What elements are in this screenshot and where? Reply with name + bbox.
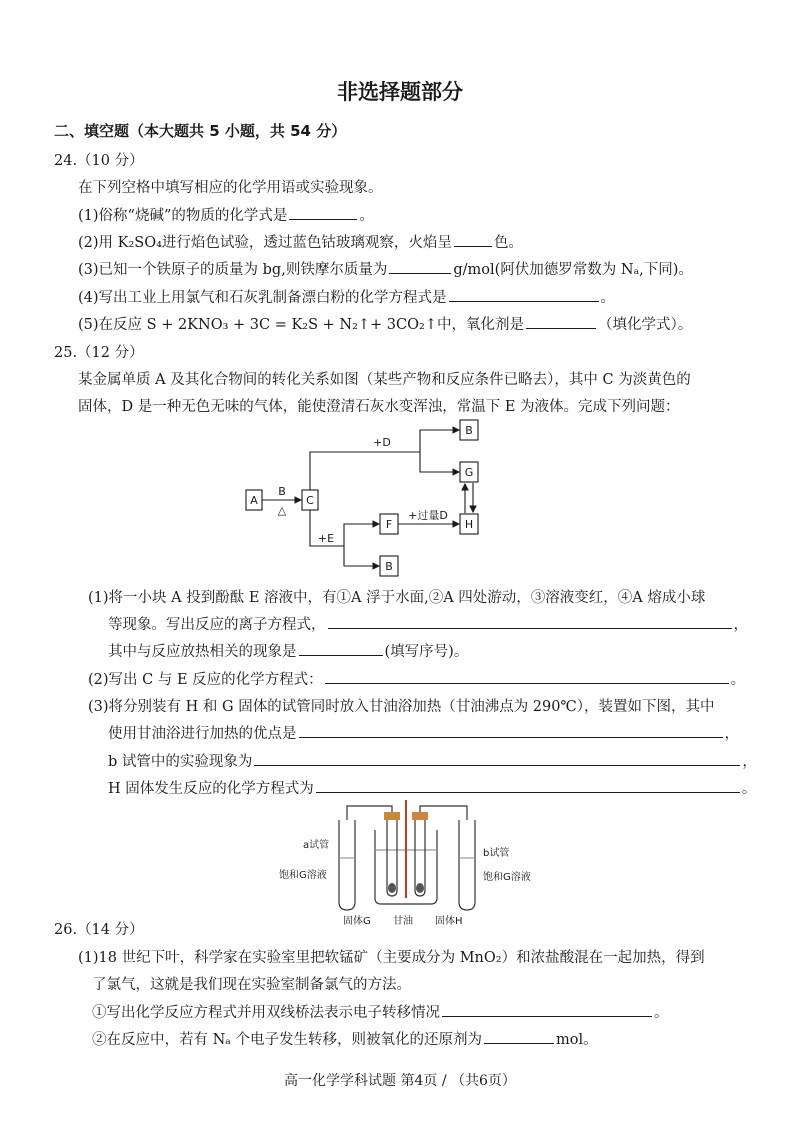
q24-part1 xyxy=(78,204,374,225)
answer-blank[interactable] xyxy=(316,778,740,793)
q25-sub3-line3-end: ， xyxy=(742,754,757,770)
label-glycerol: 甘油 xyxy=(393,916,413,926)
q26-part1-line2: 了氯气，这就是我们现在实验室制备氯气的方法。 xyxy=(92,977,411,993)
label-b-top: B xyxy=(465,424,473,437)
q24-part2-end: 色。 xyxy=(493,235,523,251)
q24-part3 xyxy=(78,258,693,279)
branch-plus-d xyxy=(310,452,420,490)
answer-blank[interactable] xyxy=(389,259,451,274)
q25-sub3-line4-end: 。 xyxy=(741,781,757,797)
apparatus-figure xyxy=(275,798,545,926)
label-g: G xyxy=(464,466,474,479)
answer-blank[interactable] xyxy=(289,205,357,220)
arrow-to-g xyxy=(420,452,459,472)
label-excess-d: +过量D xyxy=(408,509,448,522)
q25-sub2-text: (2)写出 C 与 E 反应的化学方程式： xyxy=(88,672,323,688)
label-a-tube: a试管 xyxy=(303,840,330,851)
stopper-right xyxy=(412,812,428,820)
arrow-to-b-top xyxy=(420,430,459,452)
q25-sub3-line1: (3)将分别装有 H 和 G 固体的试管同时放入甘油浴加热（甘油沸点为 290℃），装置如下图，其中 xyxy=(88,699,715,715)
label-plus-e: +E xyxy=(317,532,335,545)
q25-intro-line2: 固体，D 是一种无色无味的气体，能使澄清石灰水变浑浊，常温下 E 为液体。完成下列问题： xyxy=(78,399,680,415)
conversion-diagram xyxy=(240,418,500,582)
answer-blank[interactable] xyxy=(449,287,599,302)
solid-h xyxy=(416,883,424,893)
q25-sub1-line3-end: (填写序号)。 xyxy=(384,644,469,660)
q25-intro-line1: 某金属单质 A 及其化合物间的转化关系如图（某些产物和反应条件已略去），其中 C 为淡黄色的 xyxy=(78,372,691,388)
q25-sub1-line3-text: 其中与反应放热相关的现象是 xyxy=(108,644,297,660)
answer-blank[interactable] xyxy=(442,1002,652,1017)
b-test-tube xyxy=(459,820,475,910)
answer-blank[interactable] xyxy=(484,1029,554,1044)
q25-sub3-line2-text: 使用甘油浴进行加热的优点是 xyxy=(108,726,297,742)
q26-part1-line1: (1)18 世纪下叶，科学家在实验室里把软锰矿（主要成分为 MnO₂）和浓盐酸混在一起加热，得到 xyxy=(78,950,705,966)
label-plus-d: +D xyxy=(373,436,391,449)
q25-sub1-line2-end: ， xyxy=(733,617,748,633)
answer-blank[interactable] xyxy=(325,669,729,684)
q25-sub3-line3-text: b 试管中的实验现象为 xyxy=(108,754,253,770)
q25-sub1-line2-text: 等现象。写出反应的离子方程式， xyxy=(108,617,326,633)
q24-intro: 在下列空格中填写相应的化学用语或实验现象。 xyxy=(78,180,383,196)
page-title: 非选择题部分 xyxy=(337,80,463,104)
q25-sub3-line3 xyxy=(108,750,757,771)
answer-blank[interactable] xyxy=(299,723,723,738)
heat-symbol: △ xyxy=(277,504,287,517)
label-f: F xyxy=(385,518,393,531)
solid-g xyxy=(388,883,396,893)
arrow-to-b-bottom xyxy=(344,546,379,566)
q24-part2-text: (2)用 K₂SO₄进行焰色试验，透过蓝色钴玻璃观察，火焰呈 xyxy=(78,235,452,251)
q24-part1-text: (1)俗称“烧碱”的物质的化学式是 xyxy=(78,208,288,224)
q25-sub1-line3 xyxy=(108,640,468,661)
q25-sub3-line2-end: ， xyxy=(724,726,739,742)
q26-part2 xyxy=(92,1001,669,1022)
q25-sub2-end: 。 xyxy=(730,672,746,688)
q26-part3-end: mol。 xyxy=(556,1032,598,1048)
label-solid-g: 固体G xyxy=(343,916,371,926)
label-b-tube: b试管 xyxy=(483,848,510,859)
a-test-tube xyxy=(339,820,355,910)
arrow-to-f xyxy=(344,524,379,546)
answer-blank[interactable] xyxy=(526,314,596,329)
answer-blank[interactable] xyxy=(454,232,492,247)
q25-sub3-line2 xyxy=(108,722,739,743)
q25-sub2 xyxy=(88,668,745,689)
q25-number: 25.（12 分） xyxy=(54,345,144,361)
label-a: A xyxy=(250,494,258,507)
answer-blank[interactable] xyxy=(254,751,740,766)
q26-part2-text: ①写出化学反应方程式并用双线桥法表示电子转移情况 xyxy=(92,1005,440,1021)
stopper-left xyxy=(384,812,400,820)
q24-part2 xyxy=(78,231,523,252)
label-sat-left: 饱和G溶液 xyxy=(279,870,327,881)
q25-sub3-line4 xyxy=(108,777,756,798)
q24-part4-end: 。 xyxy=(600,290,616,306)
label-b-bottom: B xyxy=(385,560,393,573)
answer-blank[interactable] xyxy=(328,614,732,629)
label-sat-right: 饱和G溶液 xyxy=(483,872,531,883)
q24-part5-text: (5)在反应 S + 2KNO₃ + 3C = K₂S + N₂↑+ 3CO₂↑中，氧化剂是 xyxy=(78,317,524,333)
q26-part2-end: 。 xyxy=(654,1005,669,1021)
q24-part5-end: （填化学式）。 xyxy=(597,317,693,333)
label-h: H xyxy=(464,518,474,531)
section-heading: 二、填空题（本大题共 5 小题，共 54 分） xyxy=(54,122,347,140)
label-c: C xyxy=(306,494,314,507)
q26-number: 26.（14 分） xyxy=(54,922,144,938)
q25-sub1-line1: (1)将一小块 A 投到酚酞 E 溶液中，有①A 浮于水面,②A 四处游动，③溶液变红，④A 熔成小球 xyxy=(88,590,706,606)
q24-part1-end: 。 xyxy=(359,208,374,224)
q24-part4-text: (4)写出工业上用氯气和石灰乳制备漂白粉的化学方程式是 xyxy=(78,290,447,306)
q24-part4 xyxy=(78,286,615,307)
page-footer: 高一化学学科试题 第4页 / （共6页） xyxy=(284,1073,516,1089)
q24-part3-text: (3)已知一个铁原子的质量为 bg,则铁摩尔质量为 xyxy=(78,262,388,278)
q25-sub1-line2 xyxy=(108,613,748,634)
q24-part5 xyxy=(78,313,692,334)
q26-part3-text: ②在反应中，若有 Nₐ 个电子发生转移，则被氧化的还原剂为 xyxy=(92,1032,482,1048)
arrow-reagent-label: B xyxy=(278,485,286,498)
q26-part3 xyxy=(92,1028,598,1049)
q25-sub3-line4-text: H 固体发生反应的化学方程式为 xyxy=(108,781,314,797)
q24-number: 24.（10 分） xyxy=(54,153,144,169)
answer-blank[interactable] xyxy=(299,641,383,656)
label-solid-h: 固体H xyxy=(435,916,463,926)
q24-part3-end: g/mol(阿伏加德罗常数为 Nₐ,下同)。 xyxy=(453,262,693,278)
